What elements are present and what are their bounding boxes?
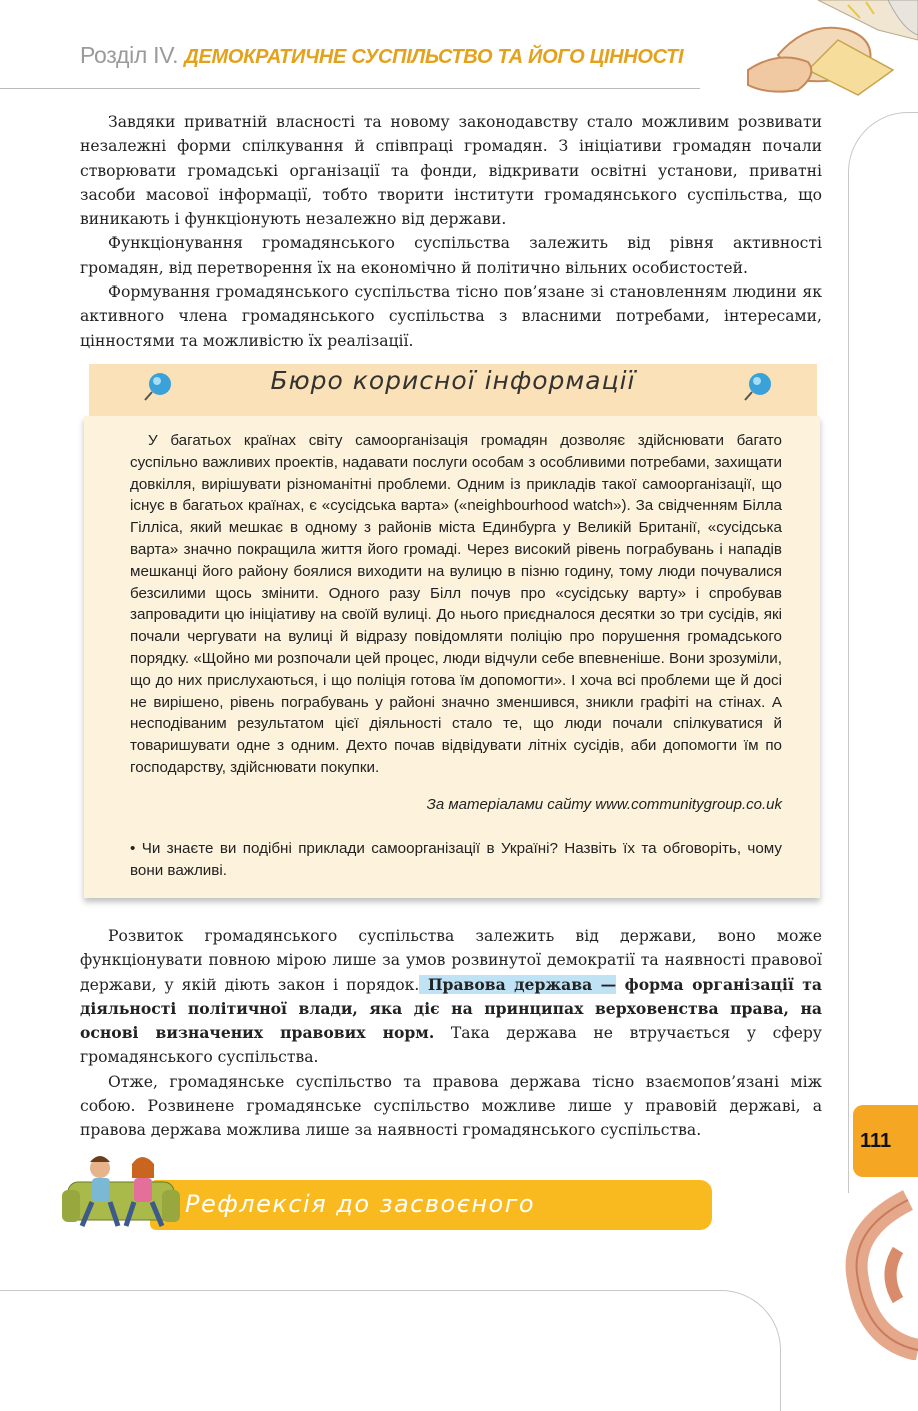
reflection-label: Рефлексія до засвоєного (185, 1190, 536, 1218)
paragraph: Формування громадянського суспільства тісно пов’язане зі становленням людини як активного члена громадянського суспільства з власними потребами, інтересами, цінностями та можливістю їх реалізації. (80, 283, 822, 350)
handshake-illustration (688, 0, 918, 100)
page-header (0, 0, 918, 100)
paragraph: Функціонування громадянського суспільства залежить від рівня активності громадян, від перетворення їх на економічно й політично вільних особистостей. (80, 234, 822, 277)
section-label: Розділ IV. (80, 42, 179, 68)
sofa-people-illustration (62, 1150, 180, 1232)
running-head (80, 42, 683, 69)
definition: форма організації та діяльності політичної влади, яка діє на принципах верховенства права, на основі визначених правових норм. (80, 974, 823, 1043)
page-bottom-curve (0, 1290, 781, 1411)
paragraph (80, 924, 822, 1070)
main-text (80, 924, 822, 1143)
text-run: Така держава не втручається у сферу громадянського суспільства. (80, 1024, 822, 1067)
discussion-question: • Чи знаєте ви подібні приклади самоорганізації в Україні? Назвіть їх та обговоріть, чому вони важливі. (130, 840, 782, 879)
hands-circle-illustration (828, 1190, 918, 1360)
info-paragraph: У багатьох країнах світу самоорганізація громадян дозволяє здійснювати багато суспільно важливих проектів, надавати послуги особам з особливими потребами, захищати довкілля, вирішувати різноманітні проблеми. Одним із прикладів такої самоорганізації, що існує в багатьох країнах, є «сусідська варта» («neighbourhood watch»). За свідченням Білла Гілліса, який мешкає в одному з районів міста Единбурга у Великій Британії, «сусідська варта» значно покращила життя його громаді. Через високий рівень пограбувань і нападів мешканці його району боялися виходити на вулицю в пізню годину, тому люди почувалися безсилими щось змінити. Одного разу Білл почув про «сусідську варту» і спробував запровадити цю ініціативу на своїй вулиці. До нього приєдналося десятки зо три сусідів, які почали чергувати на вулиці й відразу повідомляти поліцію про порушення громадського порядку. «Щойно ми розпочали цей процес, люди відчули себе впевненіше. Вони зрозуміли, що до них прислухаються, і що поліція готова їм допомогти». І хоча всі проблеми ще й досі не вирішено, рівень пограбувань у районі значно зменшився, зникли графіті на стінах. А несподіваним результатом цієї діяльності стало те, що люди почали спілкуватися й товаришувати одне з одним. Дехто почав відвідувати літніх сусідів, аби допомогти їм по господарству, здійснювати покупки. (130, 432, 782, 776)
text-run: Розвиток громадянського суспільства залежить від держави, воно може функціонувати повною мірою лише за умов розвинутої демократії та наявності правової держави, у якій діють закон і порядок. (80, 927, 822, 994)
info-box-title: Бюро корисної інформації (270, 366, 636, 395)
page-number: 111 (860, 1130, 892, 1152)
paragraph: Отже, громадянське суспільство та правова держава тісно взаємопов’язані між собою. Розвинене громадянське суспільство можливе лише у правовій державі, а правова держава можлива лише за наявності громадянського суспільства. (80, 1072, 822, 1140)
paragraph: Завдяки приватній власності та новому законодавству стало можливим розвивати незалежні форми спілкування й співпраці громадян. З ініціативи громадян почали створювати громадські організації та фонди, відкривати освітні установи, приватні засоби масової інформації, тобто творити інститути громадянського суспільства, що виникають і функціонують незалежно від держави. (80, 113, 822, 229)
page-margin-curve (848, 112, 918, 1193)
term-highlight: Правова держава — (419, 974, 617, 994)
source-citation: За матеріалами сайту www.communitygroup.co.uk (426, 796, 782, 813)
intro-text (80, 110, 822, 353)
info-box-text (130, 430, 782, 779)
section-topic: ДЕМОКРАТИЧНЕ СУСПІЛЬСТВО ТА ЙОГО ЦІННОСТІ (184, 46, 684, 68)
header-rule (0, 88, 700, 89)
